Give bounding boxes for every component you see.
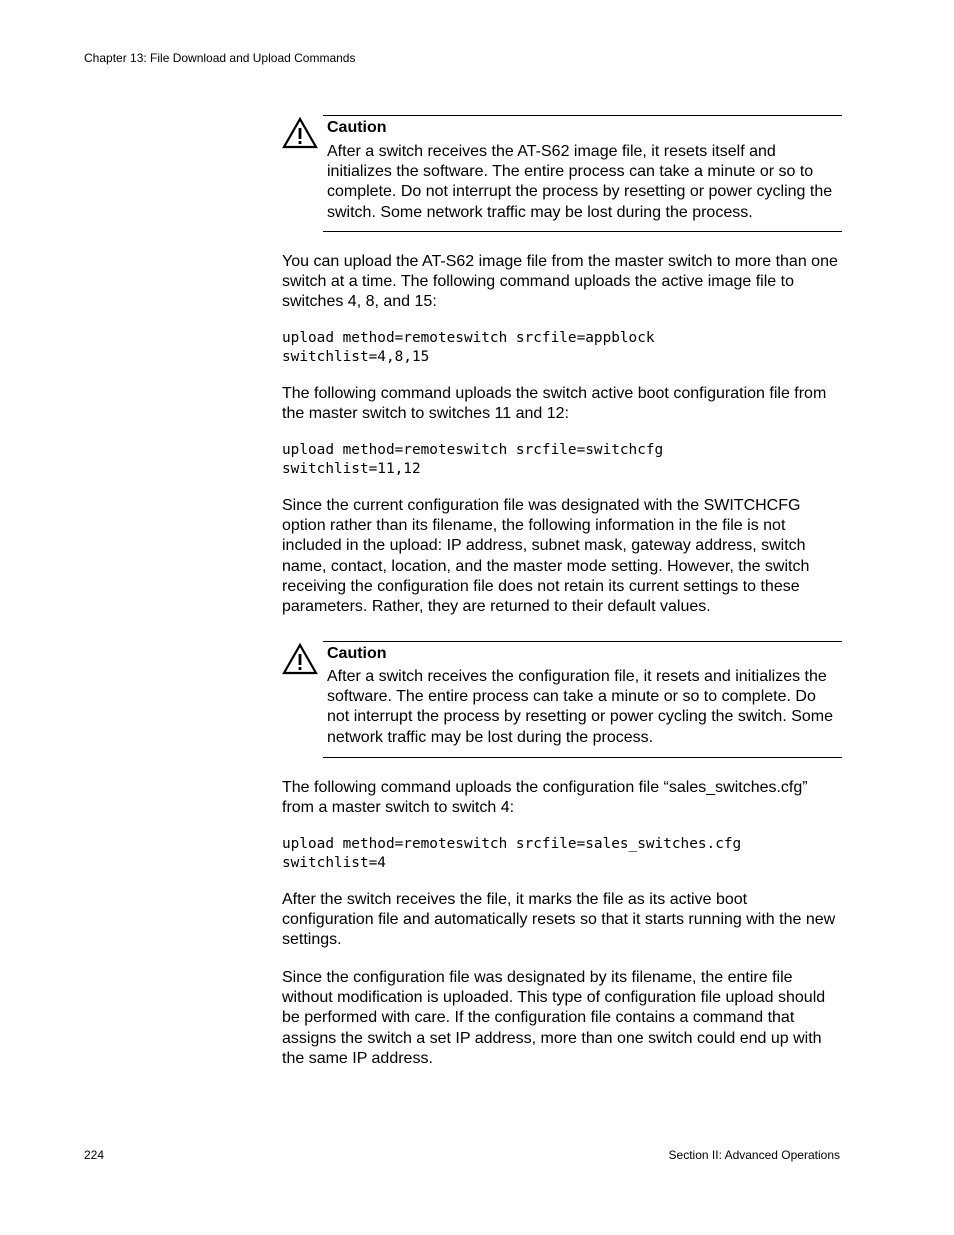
command-example: upload method=remoteswitch srcfile=sales_switches.cfg switchlist=4 bbox=[282, 836, 742, 872]
paragraph: After the switch receives the file, it marks the file as its active boot configuration file and automatically resets so that it starts running with the new settings. bbox=[282, 891, 836, 949]
paragraph: Since the current configuration file was designated with the SWITCHCFG option rather than its filename, the following information in the file is not included in the upload: IP address, subnet mask, gateway address, switch name, contact, location, and the master mode setting. However, the switch receiving the configuration file does not retain its current settings to these parameters. Rather, they are returned to their default values. bbox=[282, 497, 810, 616]
running-header: Chapter 13: File Download and Upload Commands bbox=[84, 51, 356, 65]
paragraph: The following command uploads the configuration file “sales_switches.cfg” from a master switch to switch 4: bbox=[282, 779, 808, 817]
caution-title: Caution bbox=[327, 119, 387, 136]
section-footer: Section II: Advanced Operations bbox=[668, 1148, 840, 1162]
caution-top-rule bbox=[323, 641, 842, 642]
paragraph: The following command uploads the switch active boot configuration file from the master switch to switches 11 and 12: bbox=[282, 385, 827, 423]
paragraph: You can upload the AT-S62 image file from the master switch to more than one switch at a time. The following command uploads the active image file to switches 4, 8, and 15: bbox=[282, 253, 838, 311]
caution-bottom-rule bbox=[323, 757, 842, 758]
caution-box bbox=[282, 641, 842, 758]
warning-icon bbox=[282, 117, 318, 149]
command-example: upload method=remoteswitch srcfile=appblock switchlist=4,8,15 bbox=[282, 330, 655, 366]
caution-box bbox=[282, 115, 842, 232]
command-example: upload method=remoteswitch srcfile=switchcfg switchlist=11,12 bbox=[282, 442, 664, 478]
caution-text: After a switch receives the configuration file, it resets and initializes the software. The entire process can take a minute or so to complete. Do not interrupt the process by resetting or power cycling the switch. Some network traffic may be lost during the process. bbox=[327, 668, 834, 746]
page-number: 224 bbox=[84, 1148, 105, 1162]
caution-bottom-rule bbox=[323, 231, 842, 232]
warning-icon bbox=[282, 643, 318, 675]
paragraph: Since the configuration file was designated by its filename, the entire file without modification is uploaded. This type of configuration file upload should be performed with care. If the configuration file contains a command that assigns the switch a set IP address, more than one switch could end up with the same IP address. bbox=[282, 969, 826, 1067]
caution-top-rule bbox=[323, 115, 842, 116]
caution-title: Caution bbox=[327, 645, 387, 662]
caution-text: After a switch receives the AT-S62 image file, it resets itself and initializes the software. The entire process can take a minute or so to complete. Do not interrupt the process by resetting or power cycling the switch. Some network traffic may be lost during the process. bbox=[327, 143, 833, 221]
